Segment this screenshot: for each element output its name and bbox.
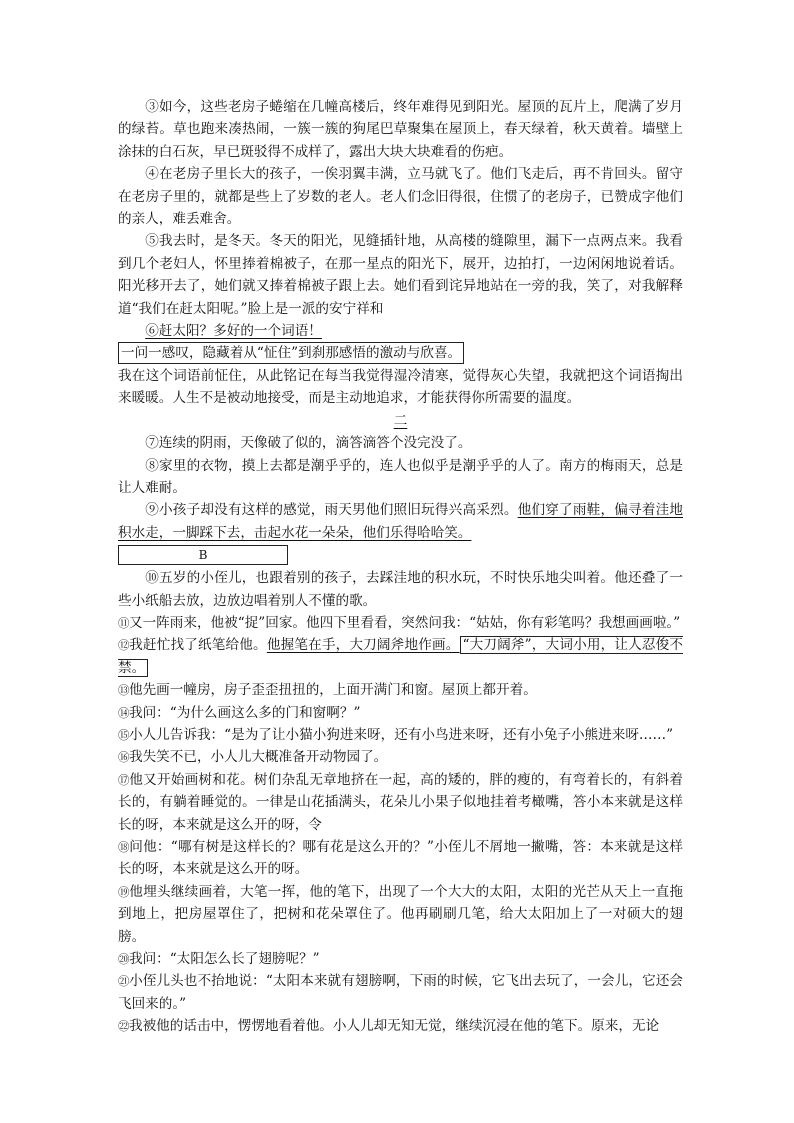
answer-box-b: B xyxy=(118,545,288,565)
paragraph-5: ⑤我去时，是冬天。冬天的阳光，见缝插针地，从高楼的缝隙里，漏下一点两点来。我看到几个老妇人，怀里捧着棉被子，在那一星点的阳光下，展开，边拍打，一边闲闲地说着话。阳光移开去了，她们就又捧着棉被子跟上去。她们看到诧异地站在一旁的我，笑了，对我解释道“我们在赶太阳呢。”脸上是一派的安宁祥和 xyxy=(118,233,683,317)
paragraph-9-underlined: 他们穿了雨鞋，偏寻着洼地积水走，一脚踩下去，击起水花一朵朵，他们乐得哈哈笑。 xyxy=(118,502,684,541)
paragraph-7: ⑦连续的阴雨，天像破了似的，滴答滴答个没完没了。 xyxy=(145,435,472,452)
paragraph-16: ⑯我失笑不已，小人儿大概准备开动物园了。 xyxy=(118,749,388,766)
paragraph-17: ⑰他又开始画树和花。树们杂乱无章地挤在一起，高的矮的，胖的瘦的，有弯着长的，有斜着长的，有躺着睡觉的。一律是山花插满头，花朵儿小果子似地挂着考橄嘴，答小本来就是这样长的呀，本来就是这么开的呀，令 xyxy=(118,771,684,833)
paragraph-3: ③如今，这些老房子蜷缩在几幢高楼后，终年难得见到阳光。屋顶的瓦片上，爬满了岁月的绿苔。草也跑来凑热闹，一簇一簇的狗尾巴草聚集在屋顶上，春天绿着，秋天黄着。墙壁上涂抹的白石灰，早已斑驳得不成样了，露出大块大块难看的伤疤。 xyxy=(118,99,683,160)
paragraph-6-continued: 我在这个词语前怔住，从此铭记在每当我觉得湿冷清寒，觉得灰心失望，我就把这个词语掏出来暖暖。人生不是被动地接受，而是主动地追求，才能获得你所需要的温度。 xyxy=(118,367,683,407)
paragraph-4: ④在老房子里长大的孩子，一俟羽翼丰满，立马就飞了。他们飞走后，再不肯回头。留守在老房子里的，就都是些上了岁数的老人。老人们念旧得很，住惯了的老房子，已赞成字他们的亲人，难丢难舍。 xyxy=(118,166,683,228)
paragraph-6-underlined: ⑥赶太阳？多好的一个词语！ xyxy=(145,323,322,340)
section-two-heading: 二 xyxy=(393,412,408,429)
annotation-box-1-text: 一问一感叹，隐藏着从“怔住”到刹那感悟的激动与欣喜。 xyxy=(118,342,464,364)
paragraph-12-underlined: 他握笔在手，大刀阔斧地作画。 xyxy=(266,637,460,654)
paragraph-10: ⑩五岁的小侄儿，也跟着别的孩子，去踩洼地的积水玩，不时快乐地尖叫着。他还叠了一些小纸船去放，边放边唱着别人不懂的歌。 xyxy=(118,570,683,609)
paragraph-11: ⑪又一阵雨来，他被“捉”回家。他四下里看看，突然问我：“姑姑，你有彩笔吗？我想画画啦。” xyxy=(118,614,681,631)
paragraph-21: ㉑小侄儿头也不抬地说：“太阳本来就有翅膀啊，下雨的时候，它飞出去玩了，一会儿，它还会飞回来的。” xyxy=(118,973,684,1012)
paragraph-20: ⑳我问：“太阳怎么长了翅膀呢？” xyxy=(118,951,320,968)
paragraph-22: ㉒我被他的话击中，愣愣地看着他。小人儿却无知无觉，继续沉浸在他的笔下。原来，无论 xyxy=(118,1018,660,1035)
paragraph-19: ⑲他埋头继续画着，大笔一挥，他的笔下，出现了一个大大的太阳，太阳的光芒从天上一直拖到地上，把房屋罩住了，把树和花朵罩住了。他再刷刷几笔，给大太阳加上了一对硕大的翅膀。 xyxy=(118,883,684,945)
paragraph-15: ⑮小人儿告诉我：“是为了让小猫小狗进来呀，还有小鸟进来呀，还有小兔子小熊进来呀……” xyxy=(118,726,674,743)
paragraph-9: ⑨小孩子却没有这样的感觉，雨天男他们照旧玩得兴高采烈。他们穿了雨鞋，偏寻着洼地积水走，一脚踩下去，击起水花一朵朵，他们乐得哈哈笑。 xyxy=(118,502,684,541)
paragraph-13: ⑬他先画一幢房，房子歪歪扭扭的，上面开满门和窗。屋顶上都开着。 xyxy=(118,682,537,699)
annotation-box-1 xyxy=(118,342,683,364)
annotation-box-2: “大刀阔斧”，大词小用，让人忍俊不禁。 xyxy=(118,637,684,676)
paragraph-12: ⑫我赶忙找了纸笔给他。他握笔在手，大刀阔斧地作画。 “大刀阔斧”，大词小用，让人忍俊不禁。 xyxy=(118,637,684,676)
paragraph-8: ⑧家里的衣物，摸上去都是潮乎乎的，连人也似乎是潮乎乎的人了。南方的梅雨天，总是让人难耐。 xyxy=(118,457,683,496)
paragraph-6 xyxy=(118,320,683,342)
document-page xyxy=(118,96,683,1038)
paragraph-18: ⑱问他：“哪有树是这样长的？哪有花是这么开的？”小侄儿不屑地一撇嘴，答：本来就是这样长的呀，本来就是这么开的呀。 xyxy=(118,839,683,878)
paragraph-14: ⑭我问：“为什么画这么多的门和窗啊？” xyxy=(118,704,361,721)
